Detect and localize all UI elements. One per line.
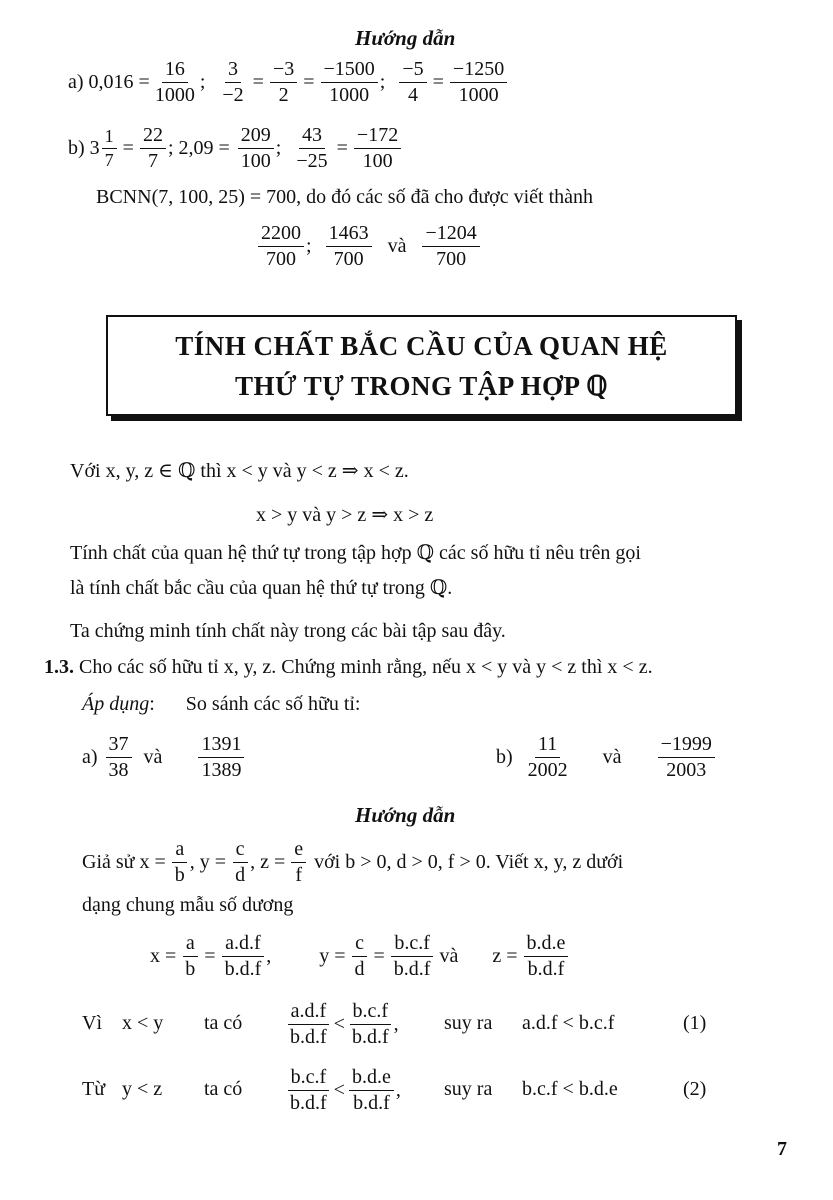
- fraction: $\frac{b.c.f}{b.d.f}$: [349, 1000, 392, 1049]
- fraction: $\frac{1391}{1389}$: [198, 733, 244, 782]
- body-paragraph: Tính chất của quan hệ thứ tự trong tập hợp ℚ các số hữu tỉ nêu trên gọi: [70, 542, 641, 564]
- fraction: $\frac{a}{b}$: [172, 838, 188, 887]
- reason-1-suyra: suy ra: [444, 1012, 493, 1034]
- and-word: và: [143, 746, 163, 768]
- lcm-text: BCNN(7, 100, 25) = 700, do đó các số đã cho được viết thành: [96, 186, 594, 208]
- fraction: $\frac{e}{f}$: [291, 838, 306, 887]
- text: x =: [150, 945, 177, 967]
- part-a-label: a): [82, 746, 98, 768]
- exercise-text: Cho các số hữu tỉ x, y, z. Chứng minh rằng, nếu x < y và y < z thì x < z.: [79, 656, 653, 678]
- body-paragraph: x > y và y > z ⇒ x > z: [256, 504, 434, 526]
- equals: =: [252, 71, 264, 93]
- fraction: $\frac{-172}{100}$: [354, 124, 401, 173]
- equals: =: [373, 945, 385, 967]
- fraction: $\frac{-1999}{2003}$: [658, 733, 715, 782]
- fraction: $\frac{b.c.f}{b.d.f}$: [287, 1066, 330, 1115]
- guide2-line-2: dạng chung mẫu số dương: [82, 894, 294, 916]
- separator: ;: [199, 71, 206, 93]
- fraction: $\frac{3}{-2}$: [222, 58, 244, 106]
- exercise-statement: [44, 656, 653, 679]
- common-denominator-equations: x = $\frac{a}{b}$ = $\frac{a.d.f}{b.d.f}$ , y = $\frac{c}{d}$ = $\frac{b.c.f}{b.d.f}$ và z = $\frac{b.d.e}{b.d.f}$: [150, 932, 570, 981]
- text: với b > 0, d > 0, f > 0. Viết x, y, z dưới: [314, 851, 624, 873]
- text: Giả sử x =: [82, 851, 166, 873]
- guide2-line-1: [82, 838, 623, 887]
- reason-1-prefix: Vì: [82, 1012, 102, 1034]
- apply-text: So sánh các số hữu tỉ:: [185, 693, 361, 715]
- section-title-line-2: THỨ TỰ TRONG TẬP HỢP ℚ: [234, 370, 609, 401]
- exercise-part-b: [496, 733, 717, 782]
- fraction: $\frac{a}{b}$: [182, 932, 198, 981]
- fraction: $\frac{b.c.f}{b.d.f}$: [391, 932, 434, 981]
- equals: =: [432, 71, 444, 93]
- guide-heading-1: Hướng dẫn: [355, 26, 456, 50]
- separator: ;: [379, 71, 386, 93]
- separator: ;: [306, 235, 312, 257]
- text: z =: [492, 945, 518, 967]
- separator: ;: [275, 137, 282, 159]
- guide1-line-b: [68, 124, 403, 173]
- reason-1-inequality: $\frac{a.d.f}{b.d.f}$ < $\frac{b.c.f}{b.d.f}$ ,: [285, 1000, 399, 1049]
- guide1-line-a: [68, 58, 509, 107]
- reason-2-result: b.c.f < b.d.e: [522, 1078, 618, 1100]
- body-paragraph: Với x, y, z ∈ ℚ thì x < y và y < z ⇒ x < z.: [70, 460, 409, 482]
- reason-2-condition: y < z: [122, 1078, 163, 1100]
- reason-1-condition: x < y: [122, 1012, 164, 1034]
- part-b-label: b): [496, 746, 513, 768]
- fraction: $\frac{c}{d}$: [232, 838, 248, 887]
- less-than: <: [333, 1079, 345, 1101]
- fraction: $\frac{b.d.e}{b.d.f}$: [524, 932, 569, 981]
- body-paragraph: Ta chứng minh tính chất này trong các bài tập sau đây.: [70, 620, 506, 642]
- apply-label: Áp dụng: [82, 693, 150, 715]
- fraction: $\frac{-1204}{700}$: [422, 222, 479, 271]
- line-a-label: a) 0,016 =: [68, 71, 150, 93]
- body-paragraph: là tính chất bắc cầu của quan hệ thứ tự trong ℚ.: [70, 577, 453, 599]
- exercise-number: 1.3.: [44, 656, 74, 678]
- less-than: <: [333, 1013, 345, 1035]
- reason-1-result: a.d.f < b.c.f: [522, 1012, 615, 1034]
- and-word: và: [387, 235, 407, 257]
- reason-2-prefix: Từ: [82, 1078, 106, 1100]
- text: , z =: [250, 851, 286, 873]
- guide-heading-2: Hướng dẫn: [355, 803, 456, 827]
- section-title-line-1: TÍNH CHẤT BẮC CẦU CỦA QUAN HỆ: [175, 330, 668, 361]
- equals: =: [303, 71, 315, 93]
- fraction: $\frac{43}{-25}$: [296, 124, 328, 172]
- fraction: $\frac{a.d.f}{b.d.f}$: [287, 1000, 330, 1049]
- fraction: $\frac{-1250}{1000}$: [450, 58, 507, 107]
- fraction: $\frac{1463}{700}$: [326, 222, 372, 271]
- text: , y =: [189, 851, 227, 873]
- page-number: 7: [777, 1138, 787, 1160]
- fraction: $\frac{37}{38}$: [106, 733, 132, 782]
- reason-1-taco: ta có: [204, 1012, 243, 1034]
- fraction: $\frac{11}{2002}$: [527, 733, 568, 781]
- exercise-part-a: [82, 733, 246, 782]
- apply-line: [82, 693, 361, 716]
- equals: =: [336, 137, 348, 159]
- fraction: $\frac{2200}{700}$: [258, 222, 304, 271]
- reason-2-inequality: $\frac{b.c.f}{b.d.f}$ < $\frac{b.d.e}{b.d.f}$ ,: [285, 1066, 401, 1115]
- and-word: và: [439, 945, 459, 967]
- fraction: $\frac{209}{100}$: [238, 124, 274, 173]
- fraction: $\frac{-1500}{1000}$: [321, 58, 378, 107]
- colon: :: [149, 693, 155, 715]
- equals: =: [204, 945, 216, 967]
- fraction: $\frac{22}{7}$: [140, 124, 166, 173]
- fraction: $\frac{b.d.e}{b.d.f}$: [349, 1066, 394, 1115]
- reason-2-tag: (2): [683, 1078, 707, 1100]
- guide1-result: [256, 222, 482, 271]
- mixed-fraction: $\frac{1}{7}$: [102, 126, 117, 170]
- equals: =: [122, 137, 134, 159]
- reason-1-tag: (1): [683, 1012, 707, 1034]
- fraction: $\frac{-3}{2}$: [270, 58, 297, 107]
- fraction: $\frac{-5}{4}$: [399, 58, 426, 107]
- reason-2-taco: ta có: [204, 1078, 243, 1100]
- section-title-box: [106, 315, 737, 416]
- reason-2-suyra: suy ra: [444, 1078, 493, 1100]
- text: ; 2,09 =: [167, 137, 230, 159]
- fraction: $\frac{16}{1000}$: [154, 58, 195, 106]
- line-b-label: b) 3: [68, 137, 100, 159]
- fraction: $\frac{c}{d}$: [352, 932, 368, 981]
- fraction: $\frac{a.d.f}{b.d.f}$: [222, 932, 265, 981]
- text: y =: [319, 945, 346, 967]
- and-word: và: [602, 746, 622, 768]
